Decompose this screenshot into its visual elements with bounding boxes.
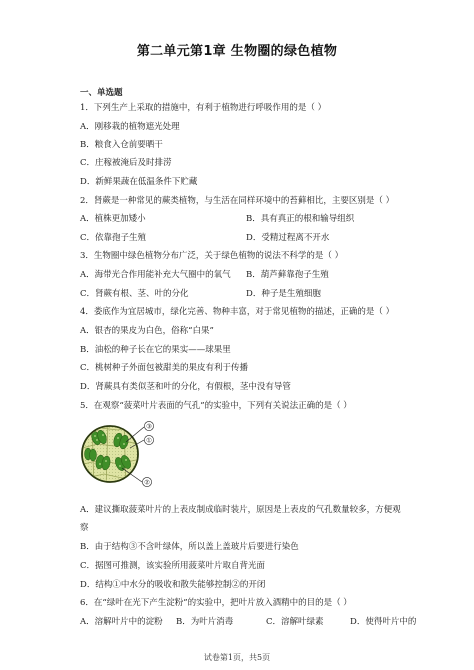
- question-5-option-a-continued: 察: [80, 523, 89, 533]
- question-4-stem: 4．娄底作为宜居城市，绿化完善、物种丰富，对于常见植物的描述，正确的是（ ）: [80, 307, 395, 317]
- question-6-stem: 6．在“绿叶在光下产生淀粉”的实验中，把叶片放入酒精中的目的是（ ）: [80, 598, 352, 608]
- question-2-stem: 2．肾蕨是一种常见的蕨类植物，与生活在同样环境中的苔藓相比，主要区别是（ ）: [80, 196, 395, 206]
- section-heading: 一、单选题: [80, 88, 123, 98]
- question-5-option-a: A．建议撕取菠菜叶片的上表皮制成临时装片，原因是上表皮的气孔数量较多，方便观: [80, 505, 401, 515]
- page-title: 第二单元第1章 生物圈的绿色植物: [136, 44, 338, 59]
- question-4-option-a: A．银杏的果皮为白色，俗称“白果”: [80, 326, 214, 336]
- question-6-option-c: C．溶解叶绿素: [266, 617, 324, 627]
- question-5-stem: 5．在观察“菠菜叶片表面的气孔”的实验中，下列有关说法正确的是（ ）: [80, 401, 352, 411]
- question-3-option-b: B．葫芦藓靠孢子生殖: [246, 270, 329, 280]
- question-3-option-d: D．种子是生殖细胞: [246, 289, 321, 299]
- figure-label-3: ③: [146, 422, 152, 431]
- figure-label-1: ①: [146, 436, 152, 445]
- question-2-option-b: B．具有真正的根和输导组织: [246, 214, 355, 224]
- question-4-option-b: B．油松的种子长在它的果实——球果里: [80, 345, 231, 355]
- question-1-option-a: A．刚移栽的植物遮光处理: [80, 122, 180, 132]
- question-2-option-a: A．植株更加矮小: [80, 214, 146, 224]
- question-6-option-d: D．使得叶片中的: [350, 617, 417, 627]
- figure-label-2: ②: [144, 478, 150, 487]
- question-4-option-c: C．桃树种子外面包被甜美的果皮有利于传播: [80, 363, 249, 373]
- question-4-option-d: D．肾蕨具有类似茎和叶的分化，有假根，茎中没有导管: [80, 382, 291, 392]
- question-5-option-d: D．结构①中水分的吸收和散失能够控制②的开闭: [80, 580, 266, 590]
- question-5-option-c: C．据图可推测，该实验所用菠菜叶片取自背光面: [80, 561, 266, 571]
- page-footer: 试卷第1页，共5页: [203, 653, 271, 662]
- question-1-option-d: D．新鲜果蔬在低温条件下贮藏: [80, 177, 198, 187]
- question-6-option-a: A．溶解叶片中的淀粉: [80, 617, 163, 627]
- question-6-option-b: B．为叶片消毒: [176, 617, 234, 627]
- question-5-option-b: B．由于结构③不含叶绿体，所以盖上盖玻片后要进行染色: [80, 542, 299, 552]
- leaf-epidermis-figure: [78, 420, 168, 488]
- question-3-option-c: C．肾蕨有根、茎、叶的分化: [80, 289, 189, 299]
- question-3-stem: 3．生物圈中绿色植物分布广泛，关于绿色植物的说法不科学的是（ ）: [80, 251, 344, 261]
- stomata-diagram: [78, 420, 168, 488]
- question-1-stem: 1．下列生产上采取的措施中，有利于植物进行呼吸作用的是（ ）: [80, 103, 327, 113]
- question-2-option-d: D．受精过程离不开水: [246, 233, 330, 243]
- question-1-option-b: B．粮食入仓前要晒干: [80, 140, 163, 150]
- question-3-option-a: A．海带光合作用能补充大气圈中的氧气: [80, 270, 231, 280]
- question-2-option-c: C．依靠孢子生殖: [80, 233, 147, 243]
- question-1-option-c: C．庄稼被淹后及时排涝: [80, 158, 172, 168]
